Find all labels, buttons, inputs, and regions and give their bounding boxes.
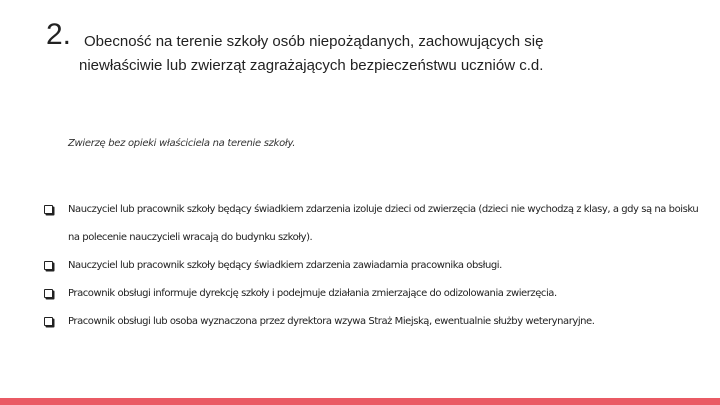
bullet-text: Pracownik obsługi lub osoba wyznaczona przez dyrektora wzywa Straż Miejską, ewentualnie służby weterynaryjne. [68, 316, 595, 327]
slide-title-line-1: Obecność na terenie szkoły osób niepożądanych, zachowujących się [84, 33, 544, 50]
checkbox-bullet-icon [44, 317, 53, 326]
footer-accent-bar [0, 398, 720, 405]
slide-title [79, 30, 704, 78]
checkbox-bullet-icon [44, 261, 53, 270]
bullet-item [44, 196, 704, 252]
bullet-item [44, 308, 704, 336]
bullet-text: Pracownik obsługi informuje dyrekcję szkoły i podejmuje działania zmierzające do odizolowania zwierzęcia. [68, 288, 557, 299]
bullet-text: Nauczyciel lub pracownik szkoły będący świadkiem zdarzenia izoluje dzieci od zwierzęcia (dzieci nie wychodzą z klasy, a gdy są na boisku na polecenie nauczycieli wracają do budynku szkoły). [68, 204, 699, 243]
bullet-item [44, 280, 704, 308]
bullet-item [44, 252, 704, 280]
slide-title-line-2: niewłaściwie lub zwierząt zagrażających bezpieczeństwu uczniów c.d. [79, 57, 544, 74]
checkbox-bullet-icon [44, 205, 53, 214]
checkbox-bullet-icon [44, 289, 53, 298]
bullet-list [44, 196, 704, 336]
bullet-text: Nauczyciel lub pracownik szkoły będący świadkiem zdarzenia zawiadamia pracownika obsługi. [68, 260, 502, 271]
slide-number: 2. [46, 18, 72, 51]
slide-subtitle: Zwierzę bez opieki właściciela na terenie szkoły. [68, 138, 296, 149]
